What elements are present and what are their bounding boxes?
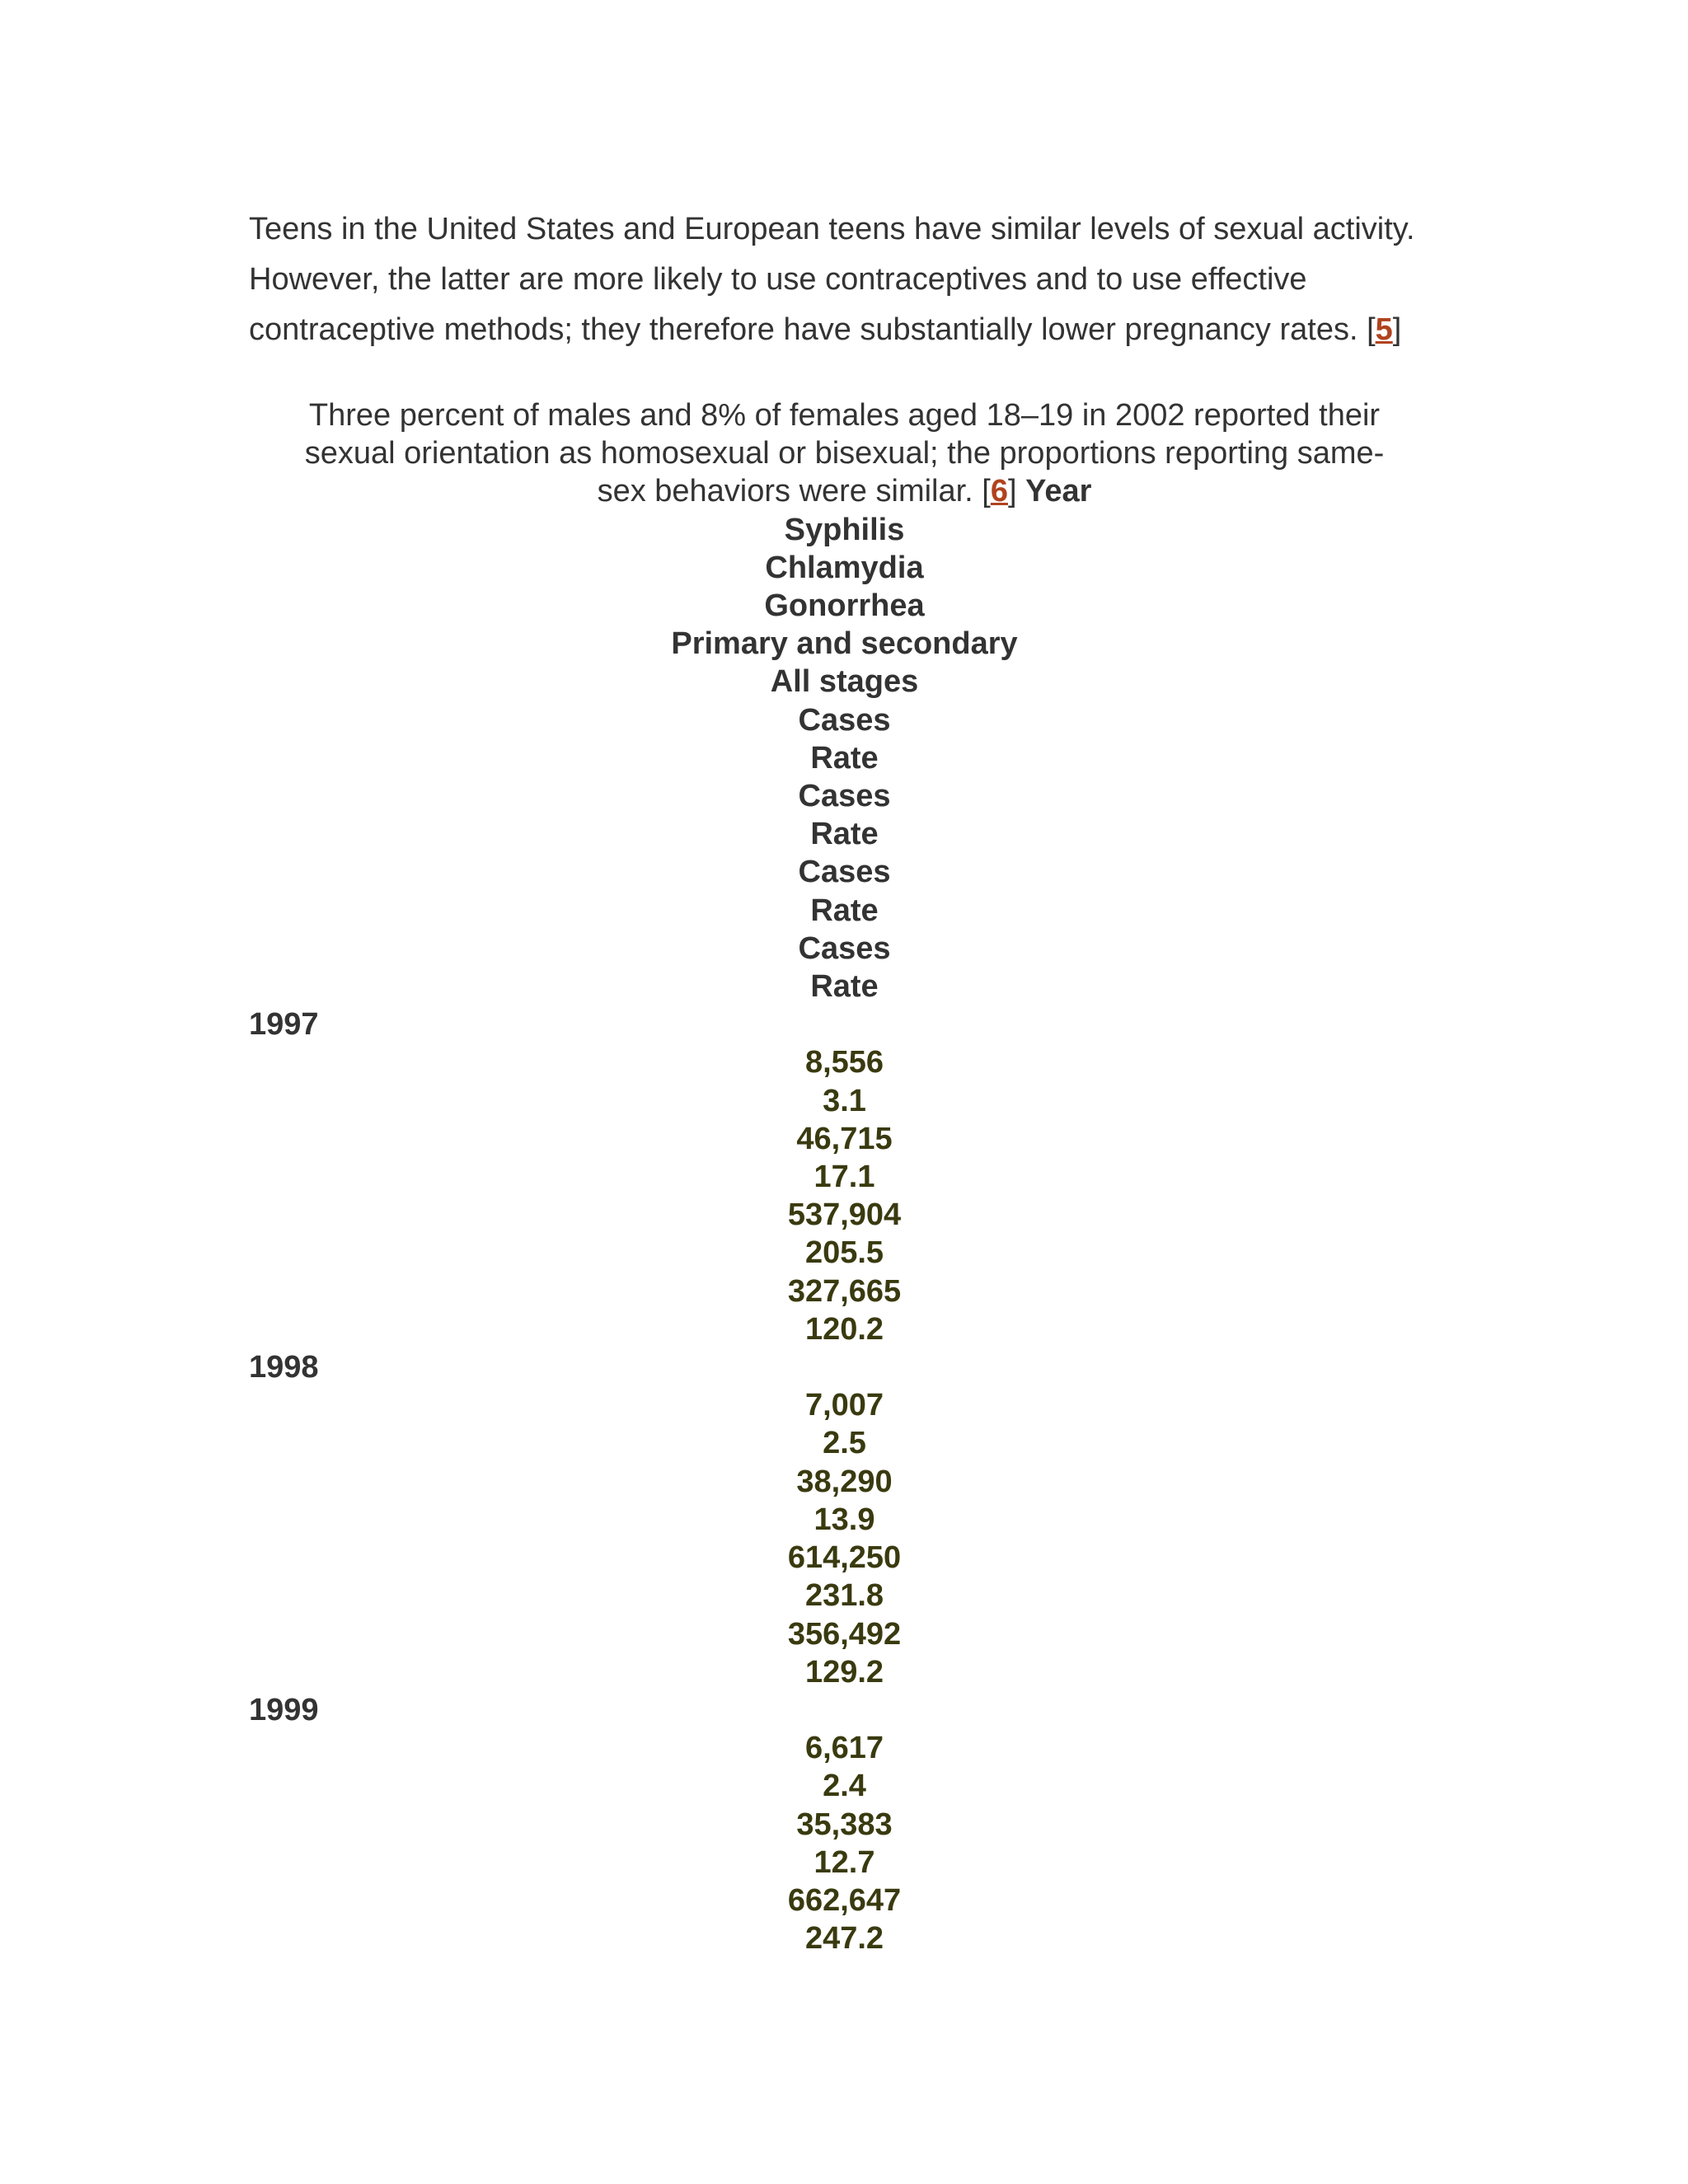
table-cell: 205.5 <box>804 1235 884 1271</box>
table-cell: 35,383 <box>796 1807 893 1842</box>
header-rate: Rate <box>810 969 879 1005</box>
table-cell: 327,665 <box>787 1273 902 1309</box>
reference-link-5[interactable]: 5 <box>1375 312 1393 347</box>
year-1997: 1997 <box>249 1007 319 1043</box>
header-rate: Rate <box>810 893 879 928</box>
intro-bracket-close: ] <box>1392 312 1402 347</box>
table-cell: 537,904 <box>787 1197 902 1233</box>
table-cell: 231.8 <box>804 1578 884 1614</box>
table-cell: 6,617 <box>804 1731 884 1766</box>
reference-link-6[interactable]: 6 <box>990 474 1008 509</box>
table-cell: 38,290 <box>796 1464 893 1499</box>
year-header: Year <box>1025 474 1092 509</box>
centered-content <box>249 396 1423 1957</box>
header-rate: Rate <box>810 817 879 852</box>
table-cell: 129.2 <box>804 1654 884 1690</box>
table-cell: 8,556 <box>804 1045 884 1080</box>
year-1999: 1999 <box>249 1692 319 1727</box>
header-gonorrhea: Gonorrhea <box>764 588 925 624</box>
orientation-text-3: sex behaviors were similar. [ <box>597 474 991 509</box>
table-cell: 3.1 <box>823 1083 866 1118</box>
orientation-line-1: Three percent of males and 8% of females aged 18–19 in 2002 reported their <box>308 398 1381 433</box>
table-cell: 46,715 <box>796 1121 893 1156</box>
header-primary-secondary: Primary and secondary <box>671 626 1018 662</box>
table-cell: 17.1 <box>814 1160 875 1195</box>
header-all-stages: All stages <box>770 664 919 700</box>
table-cell: 2.4 <box>823 1769 866 1804</box>
intro-text: Teens in the United States and European teens have similar levels of sexual activity. However, the latter are more likely to use contraceptives and to use effective contraceptive methods; they therefore have substantially lower pregnancy rates. [ <box>249 212 1415 347</box>
intro-paragraph <box>249 204 1452 355</box>
header-cases: Cases <box>798 779 891 814</box>
header-cases: Cases <box>798 855 891 890</box>
table-cell: 614,250 <box>787 1540 902 1576</box>
table-cell: 120.2 <box>804 1311 884 1347</box>
orientation-line-2: sexual orientation as homosexual or bisexual; the proportions reporting same- <box>304 436 1385 471</box>
table-cell: 2.5 <box>823 1426 866 1461</box>
table-cell: 662,647 <box>787 1882 902 1918</box>
header-chlamydia: Chlamydia <box>765 550 924 585</box>
header-cases: Cases <box>798 930 891 966</box>
table-cell: 7,007 <box>804 1388 884 1423</box>
table-cell: 13.9 <box>814 1502 875 1537</box>
header-syphilis: Syphilis <box>784 512 905 547</box>
table-cell: 12.7 <box>814 1844 875 1880</box>
table-cell: 356,492 <box>787 1616 902 1652</box>
year-1998: 1998 <box>249 1350 319 1385</box>
orientation-line-3 <box>265 472 1423 510</box>
orientation-bracket-close: ] <box>1008 474 1017 509</box>
header-rate: Rate <box>810 740 879 776</box>
table-cell: 247.2 <box>804 1921 884 1957</box>
header-cases: Cases <box>798 702 891 738</box>
